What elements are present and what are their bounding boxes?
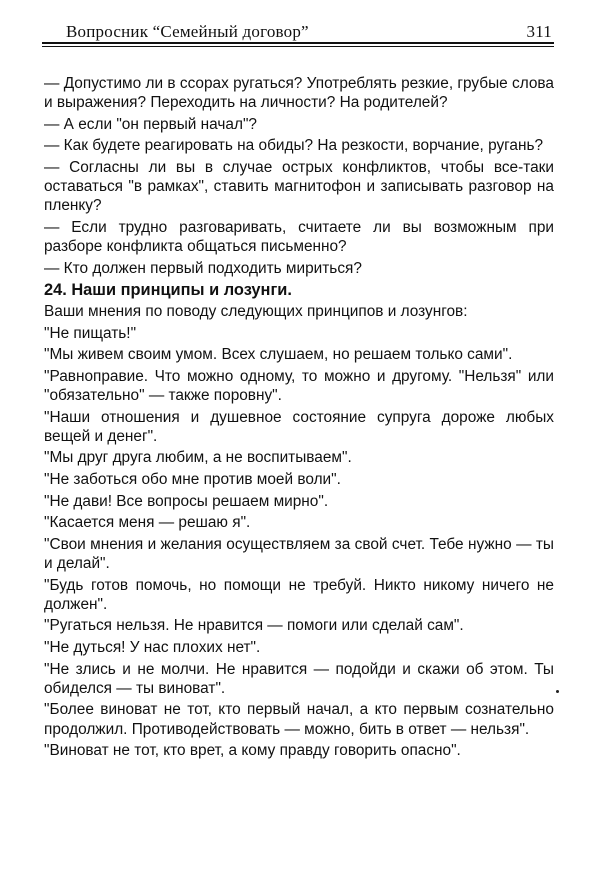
running-header bbox=[44, 22, 552, 44]
slogan-paragraph: "Более виноват не тот, кто первый начал, а кто первым сознательно продолжил. Противодействовать — можно, бить в ответ — нельзя". bbox=[44, 701, 554, 738]
slogan-paragraph: "Не дуться! У нас плохих нет". bbox=[44, 638, 261, 656]
page-body bbox=[44, 74, 554, 763]
running-header-title: Вопросник “Семейный договор” bbox=[66, 22, 309, 41]
slogan-paragraph: "Свои мнения и желания осуществляем за свой счет. Тебе нужно — ты и делай". bbox=[44, 535, 554, 572]
question-paragraph: — Если трудно разговаривать, считаете ли вы возможным при разборе конфликта общаться письменно? bbox=[44, 218, 554, 256]
slogan-paragraph: "Мы друг друга любим, а не воспитываем". bbox=[44, 449, 352, 467]
page-number: 311 bbox=[526, 22, 552, 41]
slogan-paragraph: "Не заботься обо мне против моей воли". bbox=[44, 470, 341, 488]
slogan-paragraph: "Виноват не тот, кто врет, а кому правду говорить опасно". bbox=[44, 742, 461, 760]
section-intro: Ваши мнения по поводу следующих принципов и лозунгов: bbox=[44, 302, 468, 320]
question-paragraph: — Кто должен первый подходить мириться? bbox=[44, 259, 362, 277]
slogan-paragraph: "Ругаться нельзя. Не нравится — помоги или сделай сам". bbox=[44, 617, 464, 635]
slogan-paragraph: "Наши отношения и душевное состояние супруга дороже любых вещей и денег". bbox=[44, 408, 554, 445]
slogan-paragraph: "Мы живем своим умом. Всех слушаем, но решаем только сами". bbox=[44, 346, 513, 364]
print-speck-mark bbox=[556, 690, 559, 693]
header-rule-thin bbox=[42, 46, 554, 47]
question-paragraph: — А если "он первый начал"? bbox=[44, 115, 257, 133]
slogan-paragraph: "Не злись и не молчи. Не нравится — подойди и скажи об этом. Ты обиделся — ты виноват". bbox=[44, 660, 554, 697]
question-paragraph: — Допустимо ли в ссорах ругаться? Употреблять резкие, грубые слова и выражения? Переходить на личности? На родителей? bbox=[44, 75, 554, 112]
slogan-paragraph: "Касается меня — решаю я". bbox=[44, 514, 251, 532]
slogan-paragraph: "Равноправие. Что можно одному, то можно и другому. "Нельзя" или "обязательно" — также поровну". bbox=[44, 367, 554, 404]
slogan-paragraph: "Не пищать!" bbox=[44, 324, 137, 342]
question-paragraph: — Как будете реагировать на обиды? На резкости, ворчание, ругань? bbox=[44, 137, 544, 155]
slogan-paragraph: "Не дави! Все вопросы решаем мирно". bbox=[44, 492, 329, 510]
question-paragraph: — Согласны ли вы в случае острых конфликтов, чтобы все-таки оставаться "в рамках", ставить магнитофон и записывать разговор на пленку? bbox=[44, 158, 554, 215]
header-rule-thick bbox=[42, 42, 554, 44]
section-heading: 24. Наши принципы и лозунги. bbox=[44, 280, 292, 299]
slogan-paragraph: "Будь готов помочь, но помощи не требуй. Никто никому ничего не должен". bbox=[44, 576, 554, 613]
